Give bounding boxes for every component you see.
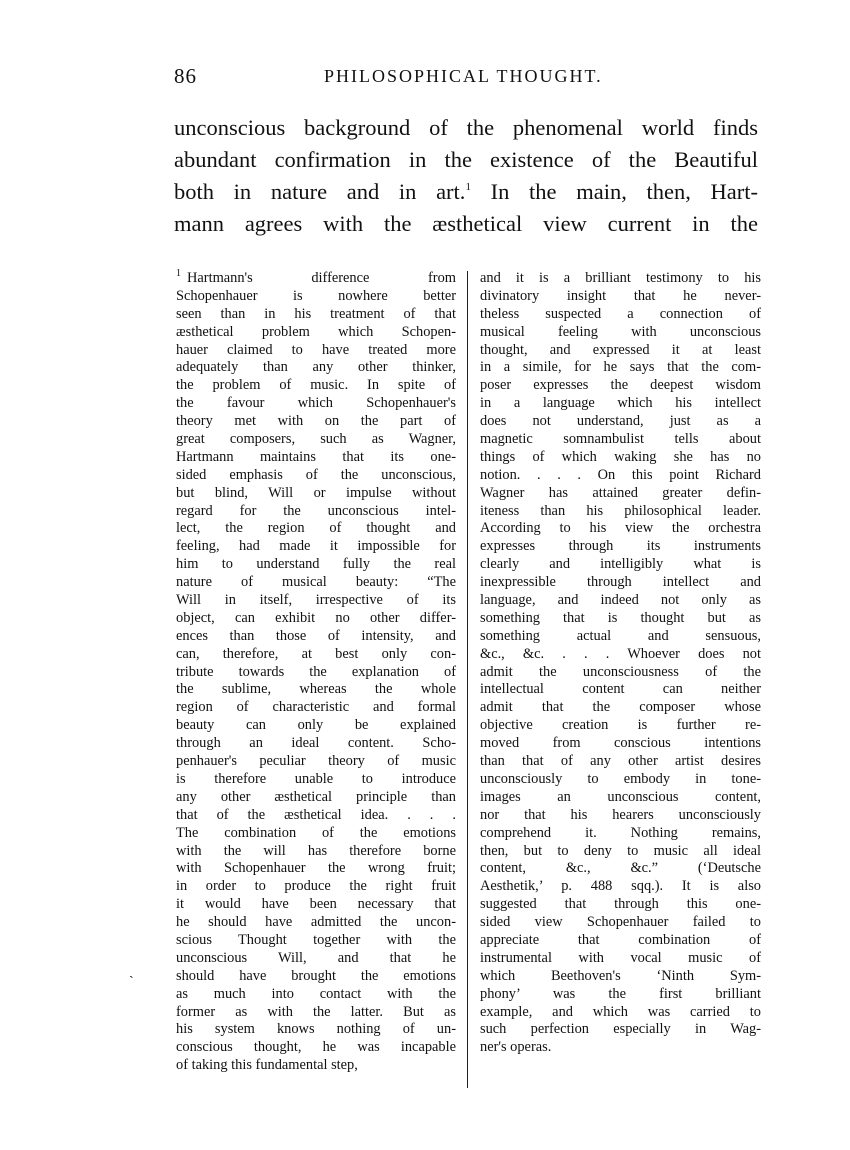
footnote-line: theless suspected a connection of (480, 305, 761, 322)
footnote-line: iteness than his philosophical leader. (480, 502, 761, 519)
footnote-line: clearly and intelligibly what is (480, 556, 761, 573)
footnote-line: theory met with on the part of (176, 413, 456, 430)
footnote-line: inexpressible through intellect and (480, 574, 761, 591)
footnote-line: in order to produce the right fruit (176, 878, 456, 895)
footnote-line: feeling, had made it impossible for (176, 538, 456, 555)
footnote-line: with Schopenhauer the wrong fruit; (176, 860, 456, 877)
footnote-line: expresses through its instruments (480, 538, 761, 555)
footnote-line: unconsciously to embody in tone- (480, 770, 761, 787)
footnote-line: nor that his hearers unconsciously (480, 806, 761, 823)
footnote-line: According to his view the orchestra (480, 520, 761, 537)
footnote-line: example, and which was carried to (480, 1003, 761, 1020)
footnote-line: Hartmann maintains that its one- (176, 448, 456, 465)
footnote-line: moved from conscious intentions (480, 735, 761, 752)
footnote-line: in a simile, for he says that the com- (480, 359, 761, 376)
footnote-left-column (176, 270, 456, 1075)
footnote-line: in a language which his intellect (480, 395, 761, 412)
body-line: unconscious background of the phenomenal world finds (174, 115, 758, 140)
footnote-line: things of which waking she has no (480, 448, 761, 465)
footnote-line: comprehend it. Nothing remains, (480, 824, 761, 841)
footnote-line: The combination of the emotions (176, 824, 456, 841)
footnote-line: through an ideal content. Scho- (176, 735, 456, 752)
main-body-text (174, 112, 758, 240)
footnote-line: with the will has therefore borne (176, 842, 456, 859)
footnote-line: content, &c., &c.” (‘Deutsche (480, 860, 761, 877)
footnote-line: scious Thought together with the (176, 931, 456, 948)
footnote-line: poser expresses the deepest wisdom (480, 377, 761, 394)
page-header (174, 64, 758, 92)
footnote-line: tribute towards the explanation of (176, 663, 456, 680)
footnote-line: musical feeling with unconscious (480, 323, 761, 340)
footnote-line: is therefore unable to introduce (176, 770, 456, 787)
footnote-line: as much into contact with the (176, 985, 456, 1002)
body-line: mann agrees with the æsthetical view current in the (174, 211, 758, 236)
footnote-line: can, therefore, at best only con- (176, 645, 456, 662)
footnote-line: the sublime, whereas the whole (176, 681, 456, 698)
footnote-marker: 1 (176, 268, 181, 279)
footnote-line: &c., &c. . . . Whoever does not (480, 645, 761, 662)
footnote-line: regard for the unconscious intel- (176, 502, 456, 519)
footnote-line: language, and indeed not only as (480, 592, 761, 609)
footnote-line: sided view Schopenhauer failed to (480, 914, 761, 931)
footnote-line: images an unconscious content, (480, 788, 761, 805)
page-number: 86 (174, 64, 197, 88)
footnote-line: hauer claimed to have treated more (176, 341, 456, 358)
column-divider (467, 271, 468, 1088)
footnote-line: objective creation is further re- (480, 717, 761, 734)
footnote-line: suggested that through this one- (480, 896, 761, 913)
footnote-line: which Beethoven's ‘Ninth Sym- (480, 967, 761, 984)
footnote-right-column (480, 270, 761, 1057)
footnote-line: magnetic somnambulist tells about (480, 431, 761, 448)
footnote-line: notion. . . . On this point Richard (480, 466, 761, 483)
footnote-line: and it is a brilliant testimony to his (480, 270, 761, 286)
footnote-line: phony’ was the first brilliant (480, 985, 761, 1002)
footnote-line: sided emphasis of the unconscious, (176, 466, 456, 483)
footnote-line: great composers, such as Wagner, (176, 431, 456, 448)
footnote-line: penhauer's peculiar theory of music (176, 753, 456, 770)
footnote-line: the favour which Schopenhauer's (176, 395, 456, 412)
footnote-line: Schopenhauer is nowhere better (176, 287, 456, 304)
footnote-reference: 1 (465, 181, 471, 193)
footnote-line: ences than those of intensity, and (176, 627, 456, 644)
footnote-line: adequately than any other thinker, (176, 359, 456, 376)
footnote-line: divinatory insight that he never- (480, 287, 761, 304)
footnote-line: beauty can only be explained (176, 717, 456, 734)
footnote-line: Aesthetik,’ p. 488 sqq.). It is also (480, 878, 761, 895)
footnote-line: unconscious Will, and that he (176, 949, 456, 966)
body-line-tail: In the main, then, Hart- (490, 179, 758, 204)
footnote-line: the problem of music. In spite of (176, 377, 456, 394)
footnote-line: admit that the composer whose (480, 699, 761, 716)
footnote-line: that of the æsthetical idea. . . . (176, 806, 456, 823)
footnote-line: region of characteristic and formal (176, 699, 456, 716)
stray-print-mark: ˎ (129, 964, 134, 979)
footnote-line: something actual and sensuous, (480, 627, 761, 644)
running-head: PHILOSOPHICAL THOUGHT. (324, 66, 603, 86)
footnote-line: should have brought the emotions (176, 967, 456, 984)
footnote-line: it would have been necessary that (176, 896, 456, 913)
footnote-line: Will in itself, irrespective of its (176, 592, 456, 609)
body-line: abundant confirmation in the existence of the Beautiful (174, 147, 758, 172)
footnote-line: former as with the latter. But as (176, 1003, 456, 1020)
footnote-line: any other æsthetical principle than (176, 788, 456, 805)
footnote-line: him to understand fully the real (176, 556, 456, 573)
footnote-line: than that of any other artist desires (480, 753, 761, 770)
footnote-line: admit the unconsciousness of the (480, 663, 761, 680)
footnote-line: object, can exhibit no other differ- (176, 609, 456, 626)
footnote-line: but blind, Will or impulse without (176, 484, 456, 501)
footnote-line: thought, and expressed it at least (480, 341, 761, 358)
footnote-line: does not understand, just as a (480, 413, 761, 430)
footnote-line: such perfection especially in Wag- (480, 1021, 761, 1038)
footnote-line: nature of musical beauty: “The (176, 574, 456, 591)
body-line-with-footnote-ref (174, 176, 758, 208)
footnote-line: lect, the region of thought and (176, 520, 456, 537)
footnote-line: æsthetical problem which Schopen- (176, 323, 456, 340)
footnote-line: his system knows nothing of un- (176, 1021, 456, 1038)
footnote-line: conscious thought, he was incapable (176, 1039, 456, 1056)
footnote-line: Wagner has attained greater defin- (480, 484, 761, 501)
body-line-head: both in nature and in art. (174, 179, 466, 204)
footnote-line: something that is thought but as (480, 609, 761, 626)
footnote-line: instrumental with vocal music of (480, 949, 761, 966)
footnote-line: intellectual content can neither (480, 681, 761, 698)
footnote-line: seen than in his treatment of that (176, 305, 456, 322)
footnote-line: of taking this fundamental step, (176, 1057, 358, 1074)
footnote-line (176, 270, 456, 288)
footnote-line-text: Hartmann's difference from (187, 270, 456, 286)
footnote-line: ner's operas. (480, 1039, 552, 1056)
footnote-line: then, but to deny to music all ideal (480, 842, 761, 859)
footnote-line: appreciate that combination of (480, 931, 761, 948)
footnote-line: he should have admitted the uncon- (176, 914, 456, 931)
